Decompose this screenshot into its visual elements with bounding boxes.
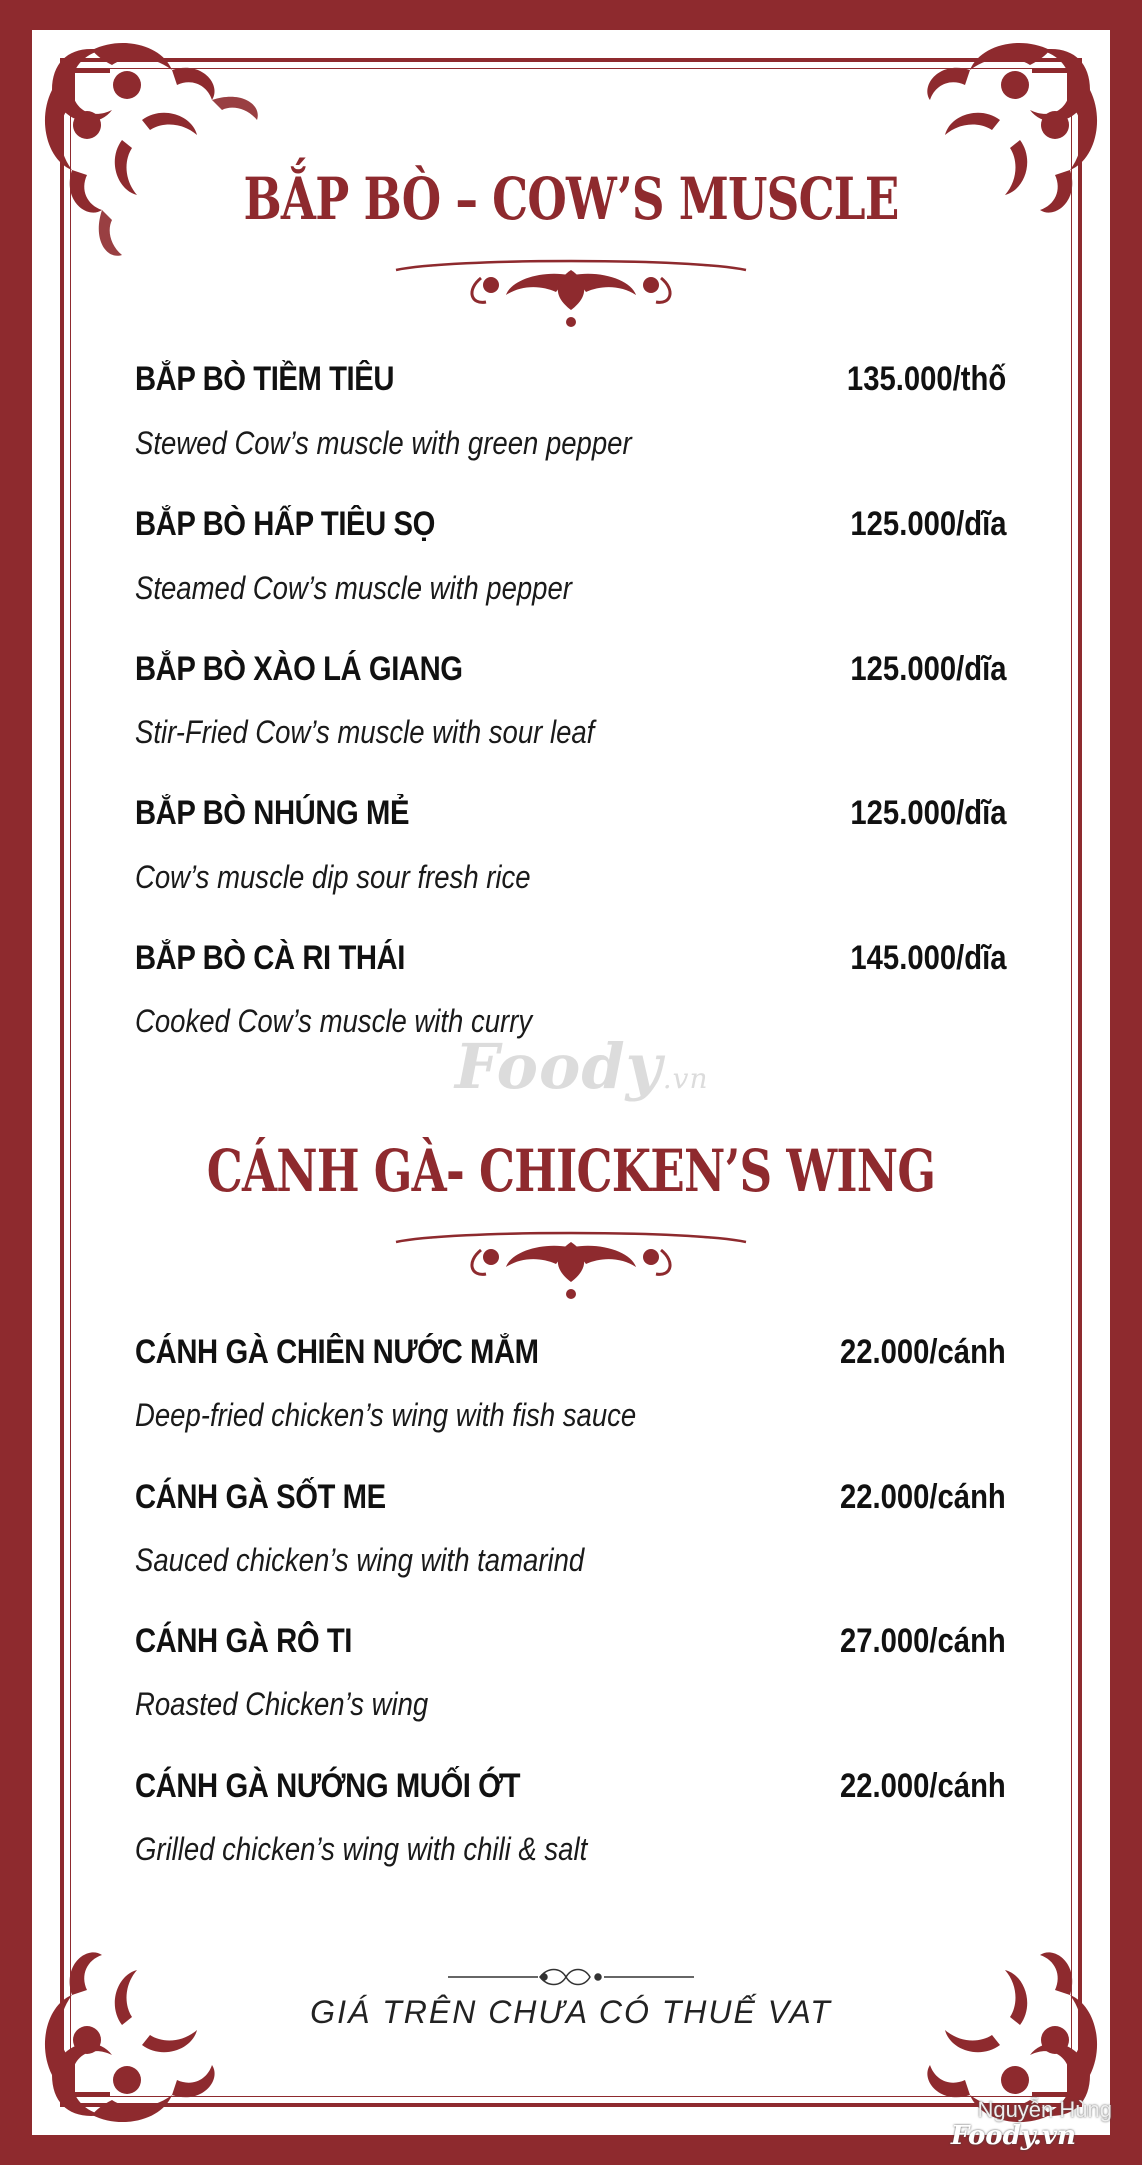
foody-logo: Foody.vn [950,2121,1076,2151]
divider-flourish-icon [391,250,751,330]
menu-item-name: CÁNH GÀ CHIÊN NƯỚC MẮM [135,1333,539,1371]
menu-item-description: Sauced chicken’s wing with tamarind [135,1542,585,1578]
menu-item-price: 135.000/thố [846,360,1006,398]
footer-divider-icon [448,1965,694,1989]
menu-item-name: BẮP BÒ NHÚNG MẺ [135,794,410,832]
menu-item-price: 125.000/dĩa [849,650,1006,688]
photo-credit: Nguyễn Hùng [977,2097,1112,2122]
menu-item-price: 22.000/cánh [840,1767,1006,1805]
menu-item-name: BẮP BÒ HẤP TIÊU SỌ [135,505,435,543]
menu-item-name: CÁNH GÀ SỐT ME [135,1478,386,1516]
menu-item-price: 22.000/cánh [840,1333,1006,1371]
tax-note: GIÁ TRÊN CHƯA CÓ THUẾ VAT [310,1994,832,2030]
menu-item-price: 145.000/dĩa [849,939,1006,977]
menu-item-name: BẮP BÒ CÀ RI THÁI [135,939,405,977]
corner-ornament-icon [32,1835,332,2135]
menu-item-description: Deep-fried chicken’s wing with fish sauce [135,1397,637,1433]
menu-item-name: CÁNH GÀ NƯỚNG MUỐI ỚT [135,1767,521,1805]
section-title: BẮP BÒ – COW’S MUSCLE [243,165,899,233]
section-title: CÁNH GÀ- CHICKEN’S WING [206,1137,936,1205]
menu-item-description: Cooked Cow’s muscle with curry [135,1003,533,1039]
menu-item-description: Grilled chicken’s wing with chili & salt [135,1831,588,1867]
menu-item-description: Stewed Cow’s muscle with green pepper [135,425,632,461]
divider-flourish-icon [391,1222,751,1302]
menu-item-name: CÁNH GÀ RÔ TI [135,1622,352,1660]
menu-item-description: Roasted Chicken’s wing [135,1686,429,1722]
menu-item-name: BẮP BÒ TIỀM TIÊU [135,360,395,398]
menu-item-description: Cow’s muscle dip sour fresh rice [135,859,531,895]
corner-ornament-icon [810,1835,1110,2135]
menu-item-price: 22.000/cánh [840,1478,1006,1516]
menu-item-price: 125.000/dĩa [849,794,1006,832]
menu-item-description: Stir-Fried Cow’s muscle with sour leaf [135,714,595,750]
menu-item-name: BẮP BÒ XÀO LÁ GIANG [135,650,463,688]
menu-item-price: 27.000/cánh [840,1622,1006,1660]
menu-item-description: Steamed Cow’s muscle with pepper [135,570,572,606]
foody-watermark: Foody.vn [455,1030,709,1103]
menu-item-price: 125.000/dĩa [849,505,1006,543]
